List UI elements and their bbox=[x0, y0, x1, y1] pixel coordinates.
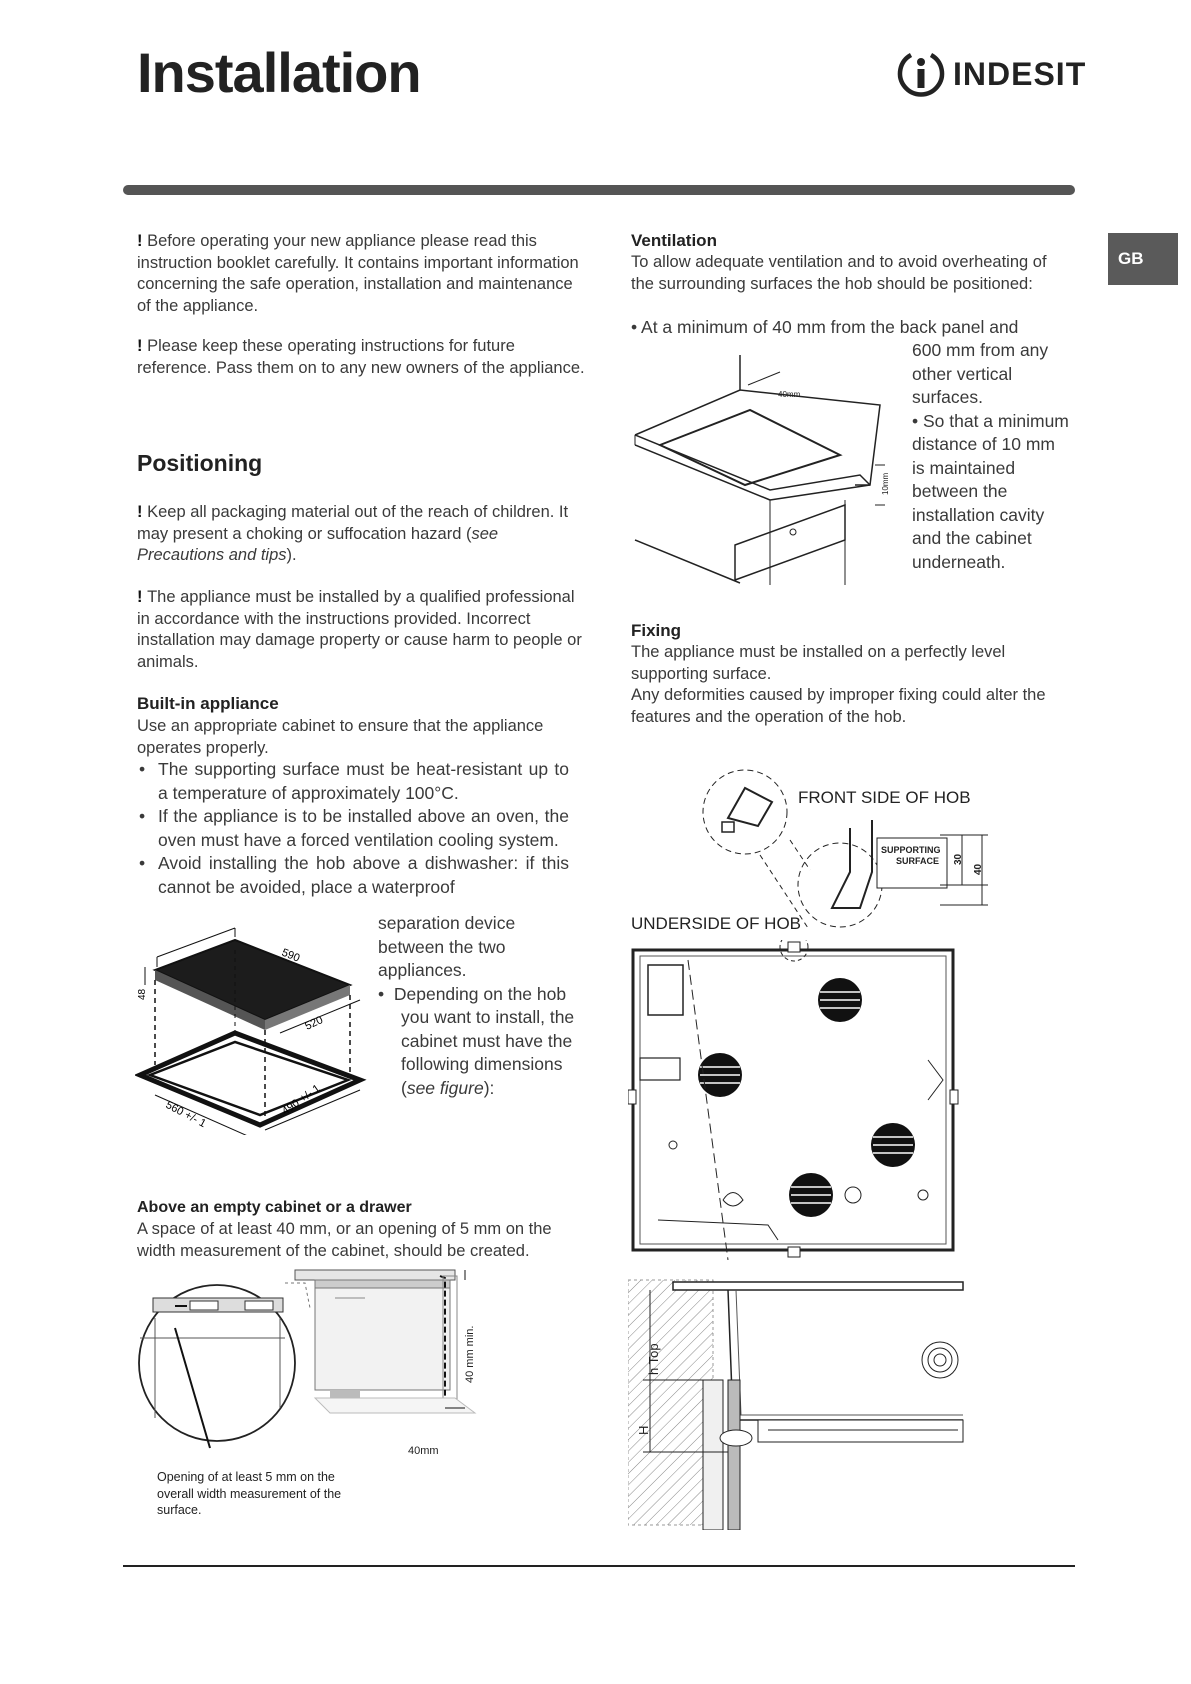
above-cabinet-heading: Above an empty cabinet or a drawer bbox=[137, 1199, 412, 1216]
hob-underside-figure bbox=[628, 940, 964, 1260]
label-40mm-back: 40mm bbox=[778, 390, 801, 399]
label-10mm: 10mm bbox=[881, 472, 890, 495]
dim-height: 48 bbox=[137, 988, 148, 1000]
label-underside: UNDERSIDE OF HOB bbox=[631, 914, 802, 933]
see-figure-link[interactable]: see figure bbox=[406, 1077, 484, 1098]
hob-section-figure bbox=[628, 1270, 964, 1530]
ventilation-bullet-1: • At a minimum of 40 mm from the back panel and bbox=[631, 317, 1019, 337]
positioning-warning-2: ! The appliance must be installed by a qualified professional in accordance with the instructions provided. Incorrect installation may damage property or cause harm to people or animals. bbox=[137, 588, 582, 671]
label-supporting: SUPPORTING bbox=[881, 845, 941, 855]
dim-depth: 520 bbox=[303, 1014, 325, 1033]
cabinet-dimensions-figure bbox=[135, 925, 375, 1135]
above-cabinet-text: A space of at least 40 mm, or an opening of 5 mm on the width measurement of the cabinet, should be created. bbox=[137, 1220, 552, 1260]
page-title: Installation bbox=[137, 41, 421, 104]
dim-cut-depth: 490 +/- 1 bbox=[279, 1082, 323, 1118]
fixing-heading: Fixing bbox=[631, 621, 682, 640]
list-item: • Depending on the hob you want to install, the cabinet must have the following dimensions (see figure): bbox=[378, 983, 575, 1098]
language-tab[interactable]: GB bbox=[1108, 233, 1178, 285]
label-h-top: h Top bbox=[646, 1343, 661, 1375]
list-item: • Avoid installing the hob above a dishwasher: if this cannot be avoided, place a waterproof bbox=[137, 852, 569, 899]
list-item: • If the appliance is to be installed above an oven, the oven must have a forced ventilation cooling system. bbox=[137, 805, 569, 852]
brand-name: INDESIT bbox=[953, 55, 1087, 92]
dim-cut-width: 560 +/- 1 bbox=[163, 1099, 208, 1131]
label-surface: SURFACE bbox=[896, 856, 940, 866]
builtin-intro: Use an appropriate cabinet to ensure that the appliance operates properly. bbox=[137, 717, 544, 757]
fixing-p2: Any deformities caused by improper fixing could alter the features and the operation of the hob. bbox=[631, 686, 1046, 726]
dim-30: 30 bbox=[953, 853, 964, 865]
dim-40: 40 bbox=[973, 863, 984, 875]
indesit-logo-icon bbox=[895, 48, 947, 100]
positioning-warning-1: ! Keep all packaging material out of the reach of children. It may present a choking or suffocation hazard (see Precautions and tips). bbox=[137, 503, 569, 564]
intro-warning-1: ! Before operating your new appliance please read this instruction booklet carefully. It contains important information concerning the safe operation, installation and maintenance of the appliance. bbox=[137, 232, 579, 315]
label-40mm-min: 40 mm min. bbox=[464, 1325, 476, 1383]
dim-width: 590 bbox=[279, 946, 302, 965]
footer-rule bbox=[123, 1565, 1075, 1567]
ventilation-figure bbox=[630, 350, 910, 585]
ventilation-side-text: 600 mm from any other vertical surfaces. • So that a minimum distance of 10 mm is maintained between the installation cavity and the cabinet underneath. bbox=[912, 340, 1069, 572]
label-front-side: FRONT SIDE OF HOB bbox=[798, 788, 971, 807]
brand-logo bbox=[895, 48, 1086, 100]
drawer-caption: Opening of at least 5 mm on the overall width measurement of the surface. bbox=[157, 1470, 342, 1517]
ventilation-intro: To allow adequate ventilation and to avoid overheating of the surrounding surfaces the hob should be positioned: bbox=[631, 253, 1047, 293]
builtin-heading: Built-in appliance bbox=[137, 694, 279, 713]
label-40mm: 40mm bbox=[408, 1445, 439, 1457]
label-h: H bbox=[636, 1425, 651, 1435]
positioning-heading: Positioning bbox=[137, 450, 263, 476]
list-item: • The supporting surface must be heat-resistant up to a temperature of approximately 100°C. bbox=[137, 758, 569, 805]
intro-warning-2: ! Please keep these operating instructions for future reference. Pass them on to any new owners of the appliance. bbox=[137, 337, 585, 377]
precautions-link[interactable]: see Precautions and tips bbox=[137, 524, 499, 564]
builtin-list bbox=[137, 758, 569, 899]
builtin-side-text: separation device between the two appliances. • Depending on the hob you want to install, the cabinet must have the following dimensions (see figure): bbox=[378, 912, 578, 1100]
fixing-p1: The appliance must be installed on a perfectly level supporting surface. bbox=[631, 643, 1006, 683]
ventilation-heading: Ventilation bbox=[631, 231, 717, 250]
header-rule bbox=[123, 185, 1075, 195]
drawer-ventilation-figure bbox=[135, 1258, 505, 1458]
